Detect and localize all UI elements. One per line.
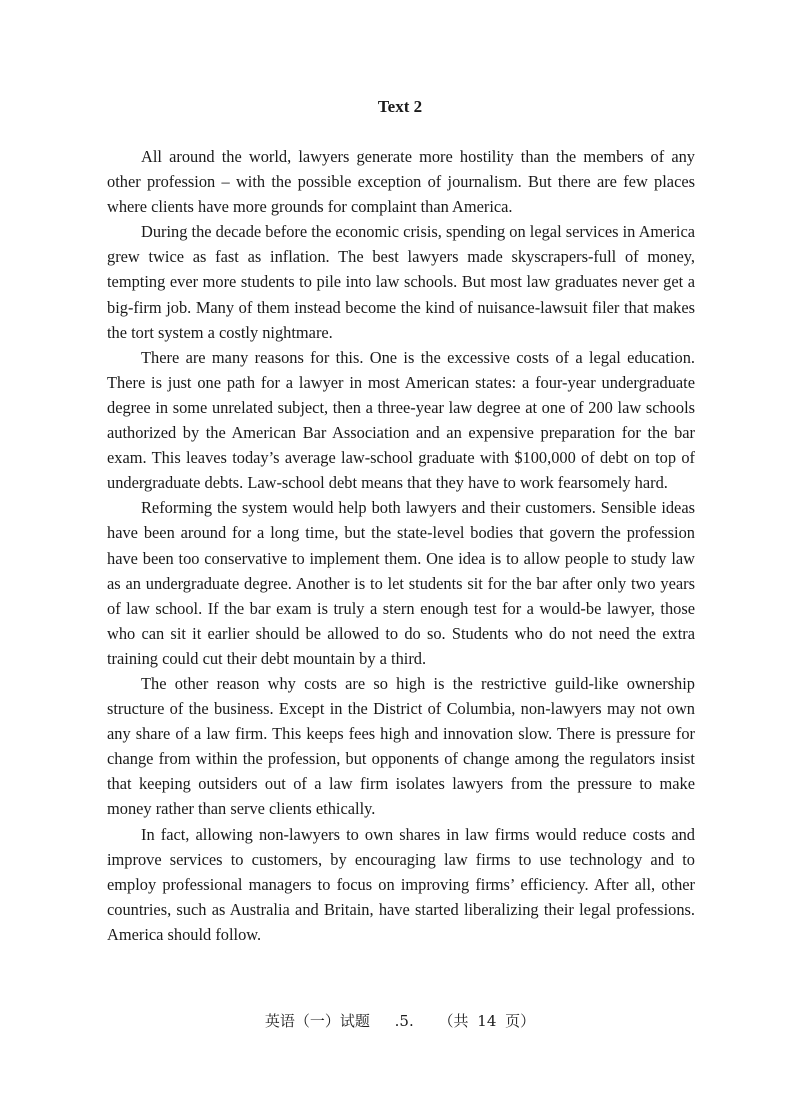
- passage-body: [107, 144, 695, 947]
- footer-total-pages: （共 14 页）: [438, 1012, 536, 1030]
- footer-subject: 英语（一）试题: [264, 1012, 370, 1030]
- paragraph-4: Reforming the system would help both lawyers and their customers. Sensible ideas have been around for a long time, but the state-level bodies that govern the profession have been too conservative to implement them. One idea is to allow people to study law as an undergraduate degree. Another is to let students sit for the bar after only two years of law school. If the bar exam is truly a stern enough test for a would-be lawyer, those who can sit it earlier should be allowed to do so. Students who do not need the extra training could cut their debt mountain by a third.: [107, 498, 695, 668]
- paragraph-5: The other reason why costs are so high is the restrictive guild-like ownership structure of the business. Except in the District of Columbia, non-lawyers may not own any share of a law firm. This keeps fees high and innovation slow. There is pressure for change from within the profession, but opponents of change among the regulators insist that keeping outsiders out of a law firm isolates lawyers from the pressure to make money rather than serve clients ethically.: [107, 673, 695, 819]
- paragraph-2: During the decade before the economic crisis, spending on legal services in America grew twice as fast as inflation. The best lawyers made skyscrapers-full of money, tempting ever more students to pile into law schools. But most law graduates never get a big-firm job. Many of them instead become the kind of nuisance-lawsuit filer that makes the tort system a costly nightmare.: [107, 222, 695, 342]
- paragraph-1: All around the world, lawyers generate more hostility than the members of any other profession – with the possible exception of journalism. But there are few places where clients have more grounds for complaint than America.: [107, 147, 695, 217]
- paragraph-3: There are many reasons for this. One is the excessive costs of a legal education. There is just one path for a lawyer in most American states: a four-year undergraduate degree in some unrelated subject, then a three-year law degree at one of 200 law schools authorized by the American Bar Association and an expensive preparation for the bar exam. This leaves today’s average law-school graduate with $100,000 of debt on top of undergraduate debts. Law-school debt means that they have to work fearsomely hard.: [107, 347, 695, 493]
- paragraph-6: In fact, allowing non-lawyers to own shares in law firms would reduce costs and improve services to customers, by encouraging law firms to use technology and to employ professional managers to focus on improving firms’ efficiency. After all, other countries, such as Australia and Britain, have started liberalizing their legal professions. America should follow.: [107, 824, 695, 944]
- footer-page-number: .5.: [394, 1012, 414, 1030]
- page-footer: [0, 1011, 800, 1031]
- passage-title: Text 2: [377, 97, 423, 116]
